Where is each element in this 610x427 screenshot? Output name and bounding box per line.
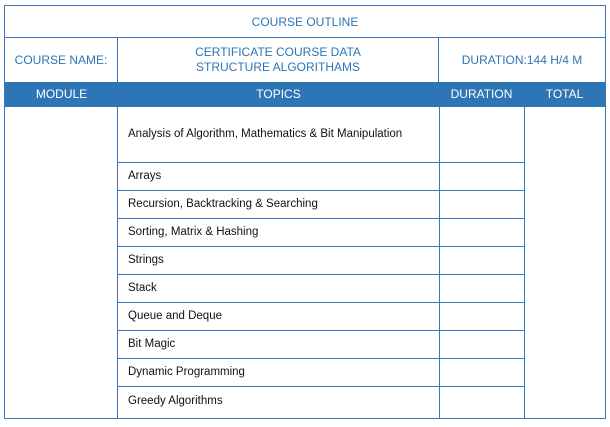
table-row [118, 275, 524, 303]
duration-cell [439, 163, 524, 190]
topic-cell: Greedy Algorithms [128, 394, 223, 407]
course-info-row [5, 38, 605, 82]
topic-cell: Stack [128, 282, 157, 294]
table-row [118, 247, 524, 275]
course-duration: DURATION:144 H/4 M [461, 52, 583, 67]
topic-cell: Dynamic Programming [128, 366, 245, 378]
course-name-label: COURSE NAME: [5, 38, 118, 82]
table-row [118, 331, 524, 359]
duration-cell [439, 219, 524, 246]
duration-cell [439, 107, 524, 162]
topic-cell: Arrays [128, 170, 162, 182]
duration-cell [439, 247, 524, 274]
header-module: MODULE [35, 87, 88, 101]
course-outline-title: COURSE OUTLINE [5, 6, 605, 38]
header-topics: TOPICS [256, 87, 301, 101]
topic-cell: Bit Magic [128, 338, 176, 350]
duration-cell [439, 331, 524, 358]
duration-cell [439, 387, 524, 415]
duration-cell [439, 303, 524, 330]
topic-cell: Recursion, Backtracking & Searching [128, 198, 318, 210]
topics-list [118, 107, 524, 415]
table-row [118, 163, 524, 191]
duration-cell [439, 191, 524, 218]
header-duration: DURATION [450, 87, 513, 101]
table-row [118, 387, 524, 415]
table-row [118, 359, 524, 387]
table-row [118, 107, 524, 163]
duration-column-divider [524, 107, 525, 418]
course-outline-table [4, 5, 606, 419]
table-header-row [5, 82, 605, 107]
topic-cell: Sorting, Matrix & Hashing [128, 226, 259, 238]
header-total: TOTAL [545, 87, 584, 101]
duration-cell [439, 275, 524, 302]
duration-cell [439, 359, 524, 386]
table-row [118, 303, 524, 331]
topic-cell: Analysis of Algorithm, Mathematics & Bit Manipulation [128, 128, 403, 140]
table-row [118, 219, 524, 247]
table-row [118, 191, 524, 219]
topic-cell: Queue and Deque [128, 310, 222, 322]
topic-cell: Strings [128, 254, 164, 266]
course-name-value: CERTIFICATE COURSE DATA STRUCTURE ALGORITHAMS [118, 38, 439, 82]
